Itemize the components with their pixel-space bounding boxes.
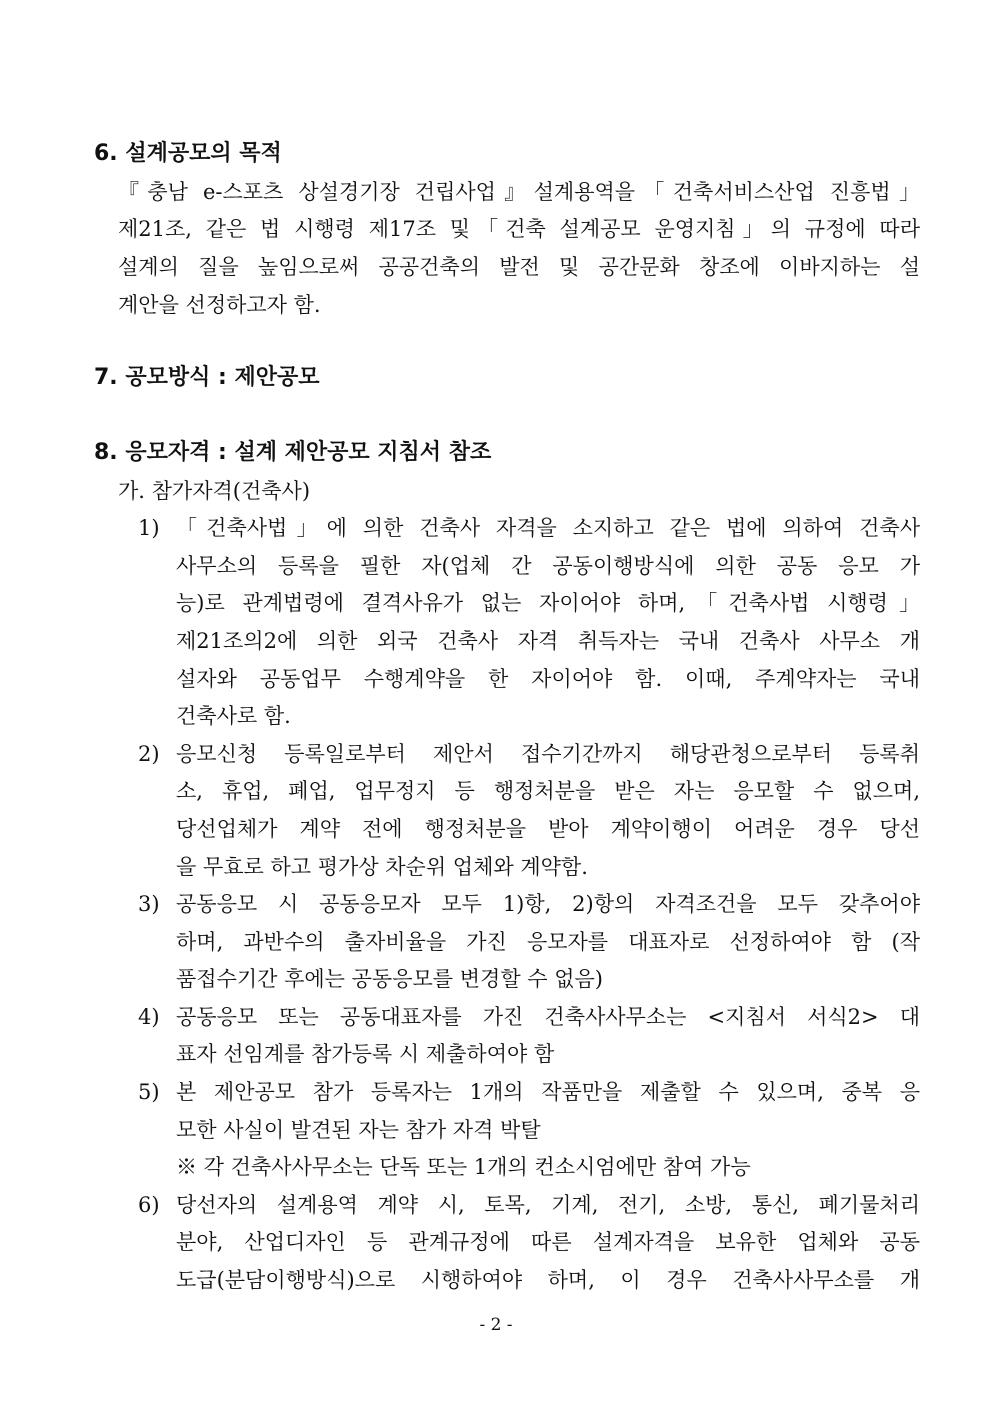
item-line: 분야, 산업디자인 등 관계규정에 따른 설계자격을 보유한 업체와 공동: [176, 1230, 920, 1254]
section-6-title: 6. 설계공모의 목적: [94, 141, 282, 166]
item-line: 품접수기간 후에는 공동응모를 변경할 수 없음): [176, 967, 604, 991]
item-line: 소, 휴업, 폐업, 업무정지 등 행정처분을 받은 자는 응모할 수 없으며,: [176, 779, 920, 803]
item-line: 「건축사법」에 의한 건축사 자격을 소지하고 같은 법에 의하여 건축사: [176, 516, 920, 540]
item-line: 공동응모 시 공동응모자 모두 1)항, 2)항의 자격조건을 모두 갖추어야: [176, 892, 920, 916]
item-line: 능)로 관계법령에 결격사유가 없는 자이어야 하며,「건축사법 시행령」: [176, 591, 920, 615]
item-line: 설자와 공동업무 수행계약을 한 자이어야 함. 이때, 주계약자는 국내: [176, 667, 920, 691]
item-number: 6): [138, 1193, 160, 1217]
item-line: 건축사로 함.: [176, 704, 291, 728]
item-number: 1): [138, 516, 160, 540]
item-line: 을 무효로 하고 평가상 차순위 업체와 계약함.: [176, 855, 588, 879]
page-number: - 2 -: [479, 1315, 513, 1335]
item-number: 4): [138, 1005, 160, 1029]
item-number: 5): [138, 1080, 160, 1104]
section-6-line: 설계의 질을 높임으로써 공공건축의 발전 및 공간문화 창조에 이바지하는 설: [118, 255, 920, 279]
item-line: 하며, 과반수의 출자비율을 가진 응모자를 대표자로 선정하여야 함 (작: [176, 930, 920, 954]
section-6-line: 『충남 e-스포츠 상설경기장 건립사업』설계용역을「건축서비스산업 진흥법」: [118, 180, 920, 204]
item-line: 본 제안공모 참가 등록자는 1개의 작품만을 제출할 수 있으며, 중복 응: [176, 1080, 920, 1104]
item-line: 제21조의2에 의한 외국 건축사 자격 취득자는 국내 건축사 사무소 개: [176, 629, 920, 653]
item-number: 3): [138, 892, 160, 916]
item-line: 사무소의 등록을 필한 자(업체 간 공동이행방식에 의한 공동 응모 가: [176, 554, 920, 578]
item-line: 표자 선임계를 참가등록 시 제출하여야 함: [176, 1042, 555, 1066]
item-line: 응모신청 등록일로부터 제안서 접수기간까지 해당관청으로부터 등록취: [176, 742, 920, 766]
item-number: 2): [138, 742, 160, 766]
section-8-title: 8. 응모자격 : 설계 제안공모 지침서 참조: [94, 440, 492, 465]
section-7-title: 7. 공모방식 : 제안공모: [94, 365, 320, 390]
item-note: ※ 각 건축사사무소는 단독 또는 1개의 컨소시엄에만 참여 가능: [176, 1155, 751, 1179]
section-8-subtitle: 가. 참가자격(건축사): [118, 479, 311, 503]
item-line: 당선자의 설계용역 계약 시, 토목, 기계, 전기, 소방, 통신, 폐기물처리: [176, 1193, 920, 1217]
section-6-line: 계안을 선정하고자 함.: [118, 293, 321, 317]
item-line: 모한 사실이 발견된 자는 참가 자격 박탈: [176, 1118, 541, 1142]
item-line: 도급(분담이행방식)으로 시행하여야 하며, 이 경우 건축사사무소를 개: [176, 1268, 920, 1292]
item-line: 당선업체가 계약 전에 행정처분을 받아 계약이행이 어려운 경우 당선: [176, 817, 920, 841]
section-6-line: 제21조, 같은 법 시행령 제17조 및「건축 설계공모 운영지침」의 규정에 따라: [118, 217, 920, 241]
item-line: 공동응모 또는 공동대표자를 가진 건축사사무소는 <지침서 서식2> 대: [176, 1005, 920, 1029]
